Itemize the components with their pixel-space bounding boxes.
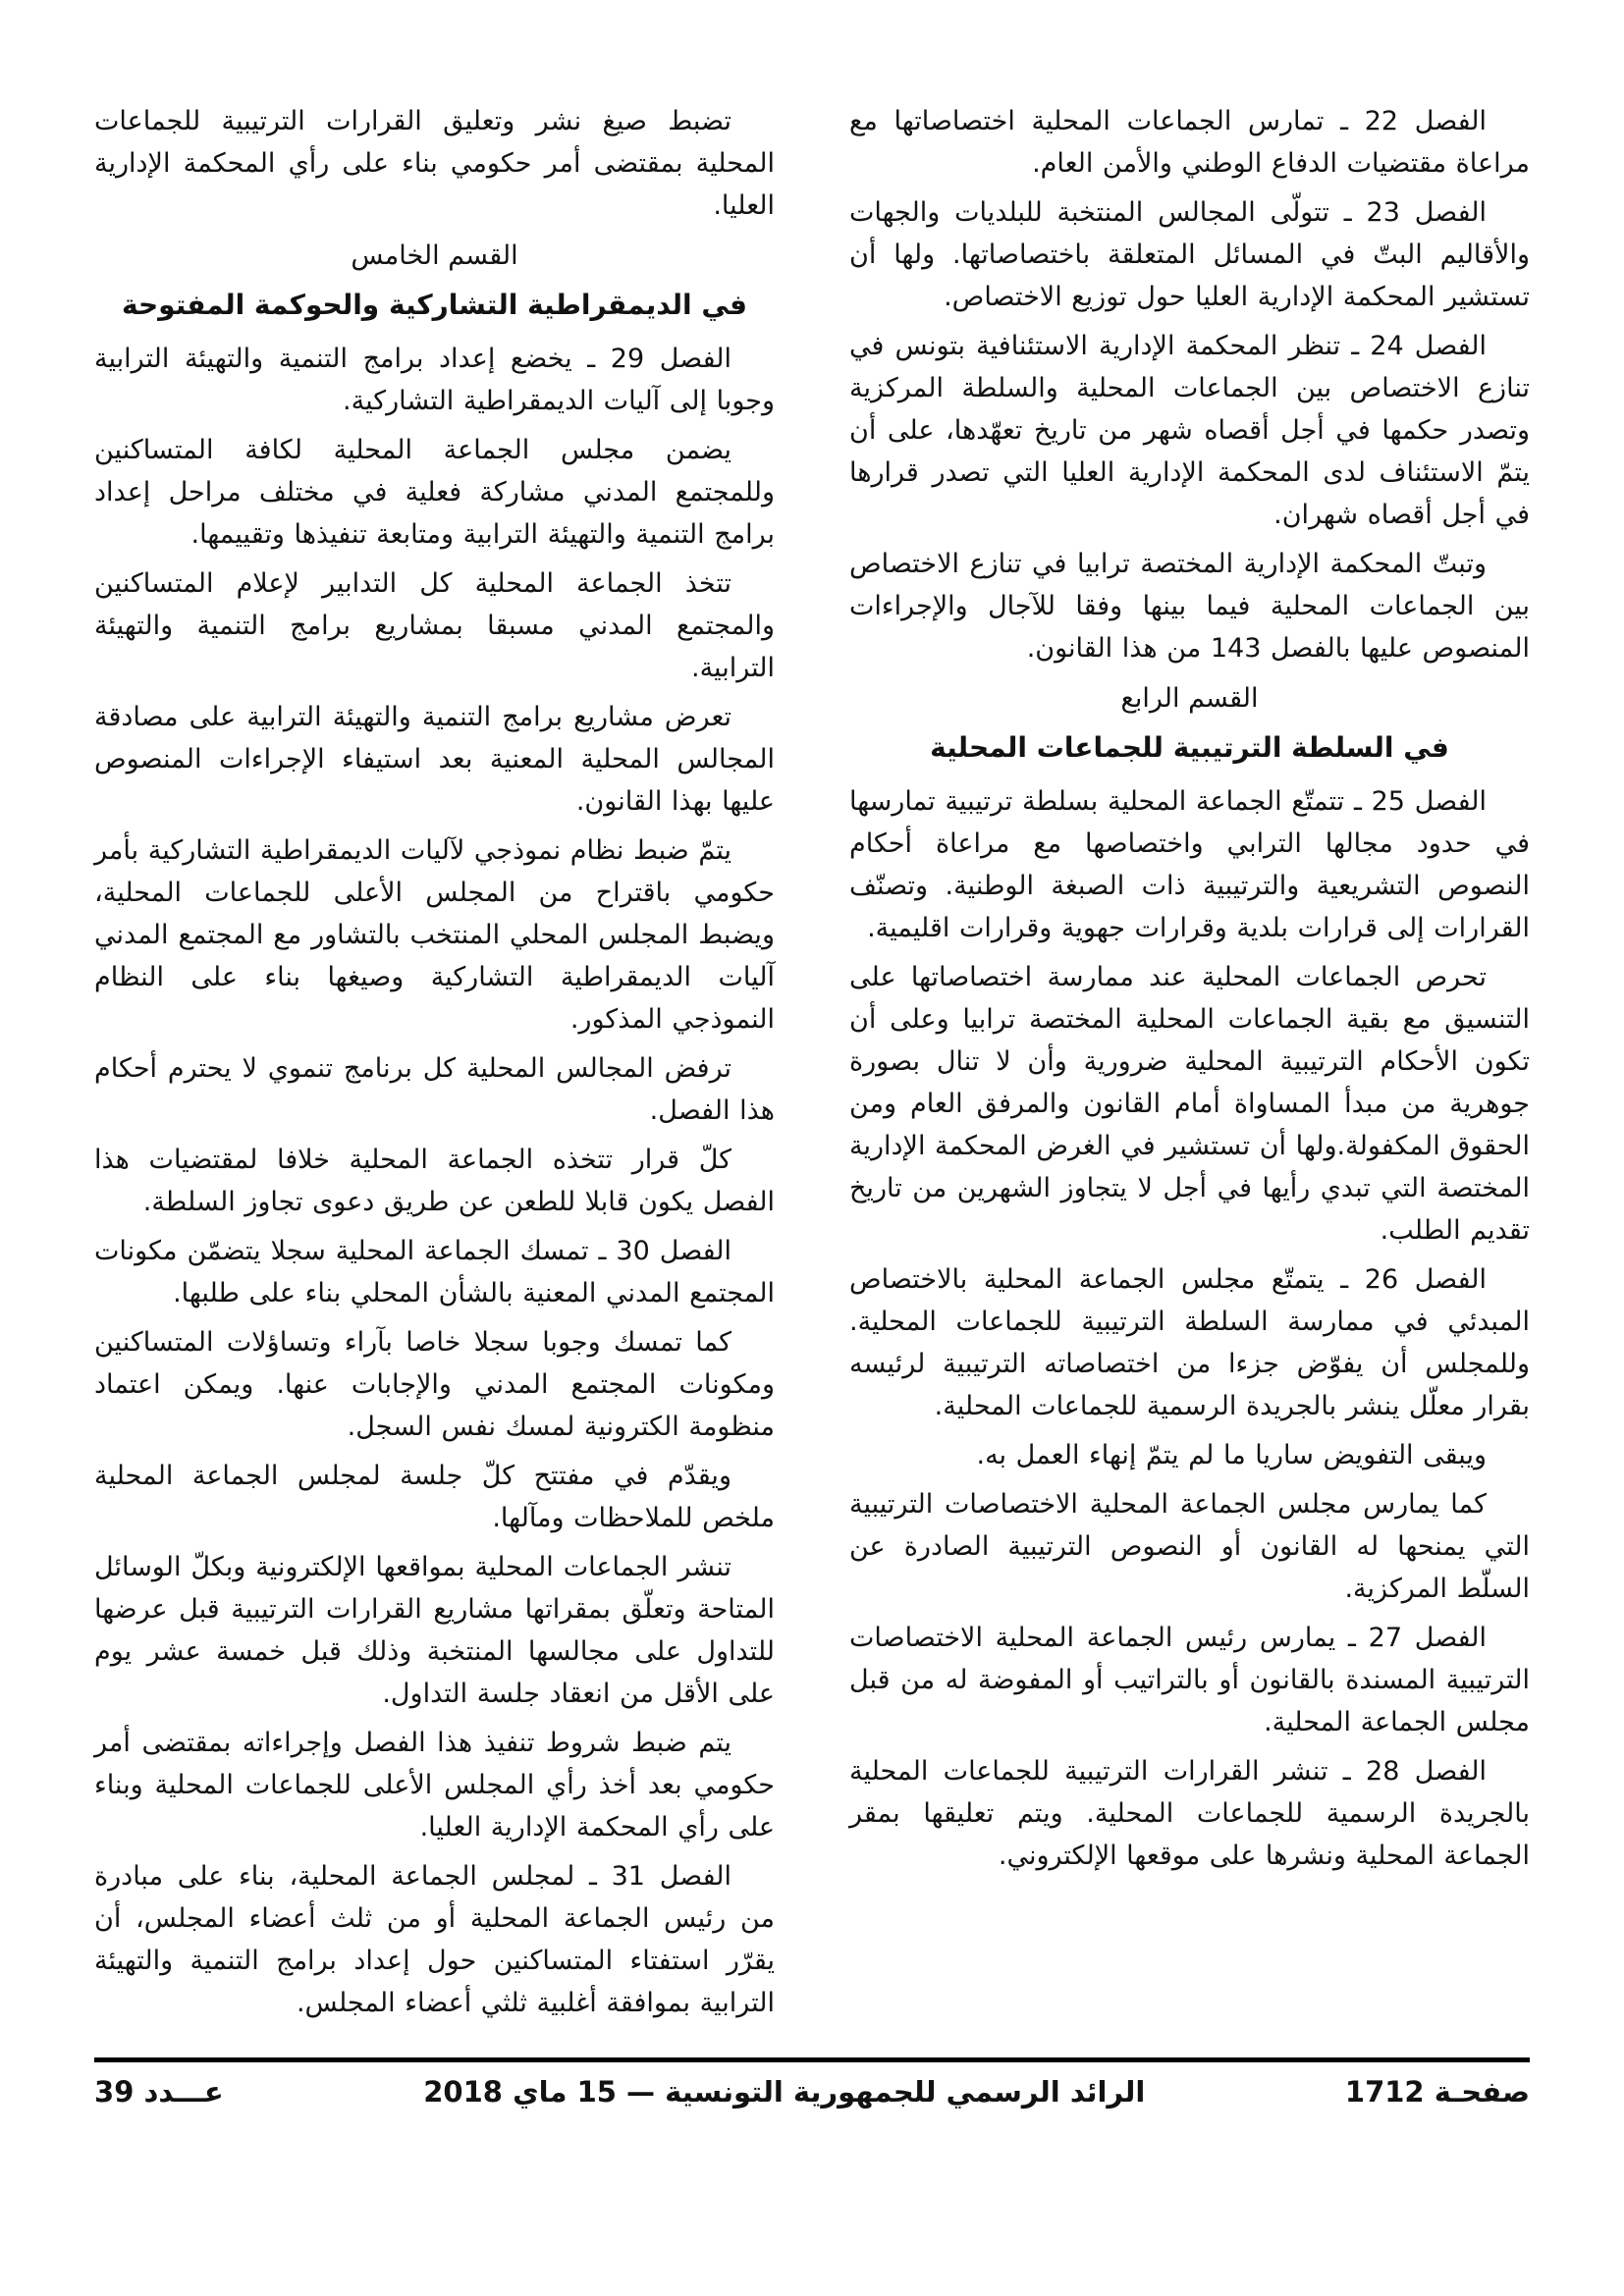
article-29-rejection-text: ترفض المجالس المحلية كل برنامج تنموي لا يحترم أحكام هذا الفصل. — [94, 1053, 775, 1126]
article-29-approval-text: تعرض مشاريع برامج التنمية والتهيئة الترابية على مصادقة المجالس المحلية المعنية بعد استيفاء الإجراءات المنصوص عليها بهذا القانون. — [94, 702, 775, 817]
article-29-appeal-text: كلّ قرار تتخذه الجماعة المحلية خلافا لمقتضيات هذا الفصل يكون قابلا للطعن عن طريق دعوى تجاوز السلطة. — [94, 1145, 775, 1217]
footer-journal-title: الرائد الرسمي للجمهورية التونسية — 15 ماي 2018 — [423, 2075, 1146, 2109]
article-26-council-powers-text: كما يمارس مجلس الجماعة المحلية الاختصاصات الترتيبية التي يمنحها له القانون أو النصوص الترتيبية الصادرة عن السلّط المركزية. — [849, 1489, 1530, 1604]
article-27-text: الفصل 27 ـ يمارس رئيس الجماعة المحلية الاختصاصات الترتيبية المسندة بالقانون أو بالتراتيب أو المفوضة له من قبل مجلس الجماعة المحلية. — [849, 1623, 1530, 1737]
article-26-text: الفصل 26 ـ يتمتّع مجلس الجماعة المحلية بالاختصاص المبدئي في ممارسة السلطة الترتيبية للجماعات المحلية. وللمجلس أن يفوّض جزءا من اختصاصاته الترتيبية لرئيسه بقرار معلّل ينشر بالجريدة الرسمية للجماعات المحلية. — [849, 1264, 1530, 1421]
article-25-continuation-text: تحرص الجماعات المحلية عند ممارسة اختصاصاتها على التنسيق مع بقية الجماعات المحلية المختصة ترابيا وعلى أن تكون الأحكام الترتيبية المحلية ضرورية وأن لا تنال بصورة جوهرية من مبدأ المساواة أمام القانون والمرفق العام ومن الحقوق المكفولة.ولها أن تستشير في الغرض المحكمة الإدارية المختصة التي تبدي رأيها في أجل لا يتجاوز الشهرين من تاريخ تقديم الطلب. — [849, 962, 1530, 1246]
article-30-publication-text: تنشر الجماعات المحلية بمواقعها الإلكترونية وبكلّ الوسائل المتاحة وتعلّق بمقراتها مشاريع القرارات الترتيبية قبل عرضها للتداول على مجالسها المنتخبة وذلك قبل خمسة عشر يوم على الأقل من انعقاد جلسة التداول. — [94, 1552, 775, 1709]
article-29-information-text: تتخذ الجماعة المحلية كل التدابير لإعلام المتساكنين والمجتمع المدني مسبقا بمشاريع برامج التنمية والتهيئة الترابية. — [94, 568, 775, 683]
article-30-register-text: كما تمسك وجوبا سجلا خاصا بآراء وتساؤلات المتساكنين ومكونات المجتمع المدني والإجابات عنها. ويمكن اعتماد منظومة الكترونية لمسك نفس السجل. — [94, 1327, 775, 1442]
page-footer — [94, 2057, 1530, 2111]
article-26-delegation-text: ويبقى التفويض ساريا ما لم يتمّ إنهاء العمل به. — [976, 1440, 1487, 1470]
article-29-model-system-text: يتمّ ضبط نظام نموذجي لآليات الديمقراطية التشاركية بأمر حكومي باقتراح من المجلس الأعلى للجماعات المحلية، ويضبط المجلس المحلي المنتخب بالتشاور مع المجتمع المدني آليات الديمقراطية التشاركية وصيغها بناء على النظام النموذجي المذكور. — [94, 835, 775, 1035]
article-30-text: الفصل 30 ـ تمسك الجماعة المحلية سجلا يتضمّن مكونات المجتمع المدني المعنية بالشأن المحلي بناء على طلبها. — [94, 1236, 775, 1308]
two-column-text-area — [94, 100, 1530, 2031]
section-4-label: القسم الرابع — [1120, 683, 1259, 714]
section-4-title: في السلطة الترتيبية للجماعات المحلية — [930, 731, 1449, 764]
column-left — [94, 100, 775, 2031]
publication-decree-text: تضبط صيغ نشر وتعليق القرارات الترتيبية للجماعات المحلية بمقتضى أمر حكومي بناء على رأي المحكمة الإدارية العليا. — [94, 106, 775, 221]
article-28-text: الفصل 28 ـ تنشر القرارات الترتيبية للجماعات المحلية بالجريدة الرسمية للجماعات المحلية. ويتم تعليقها بمقر الجماعة المحلية ونشرها على موقعها الإلكتروني. — [849, 1756, 1530, 1871]
article-22-text: الفصل 22 ـ تمارس الجماعات المحلية اختصاصاتها مع مراعاة مقتضيات الدفاع الوطني والأمن العام. — [849, 106, 1530, 179]
section-5-label: القسم الخامس — [351, 240, 518, 271]
article-23-text: الفصل 23 ـ تتولّى المجالس المنتخبة للبلديات والجهات والأقاليم البتّ في المسائل المتعلقة باختصاصاتها. ولها أن تستشير المحكمة الإدارية العليا حول توزيع الاختصاص. — [849, 197, 1530, 312]
footer-issue-number: عـــدد 39 — [94, 2075, 224, 2109]
footer-page-number: صفحـة 1712 — [1344, 2075, 1530, 2109]
column-right — [849, 100, 1530, 2031]
footer-row — [94, 2072, 1530, 2111]
article-31-text: الفصل 31 ـ لمجلس الجماعة المحلية، بناء على مبادرة من رئيس الجماعة المحلية أو من ثلث أعضاء المجلس، أن يقرّر استفتاء المتساكنين حول إعداد برامج التنمية والتهيئة الترابية بموافقة أغلبية ثلثي أعضاء المجلس. — [94, 1861, 775, 2018]
article-30-conditions-text: يتم ضبط شروط تنفيذ هذا الفصل وإجراءاته بمقتضى أمر حكومي بعد أخذ رأي المجلس الأعلى للجماعات المحلية وبناء على رأي المحكمة الإدارية العليا. — [94, 1728, 775, 1842]
section-5-title: في الديمقراطية التشاركية والحوكمة المفتوحة — [122, 289, 747, 321]
article-29-text: الفصل 29 ـ يخضع إعداد برامج التنمية والتهيئة الترابية وجوبا إلى آليات الديمقراطية التشاركية. — [94, 344, 775, 416]
article-24-continuation-text: وتبتّ المحكمة الإدارية المختصة ترابيا في تنازع الاختصاص بين الجماعات المحلية فيما بينها وفقا للآجال والإجراءات المنصوص عليها بالفصل 143 من هذا القانون. — [849, 549, 1530, 664]
article-24-text: الفصل 24 ـ تنظر المحكمة الإدارية الاستئنافية بتونس في تنازع الاختصاص بين الجماعات المحلية والسلطة المركزية وتصدر حكمها في أجل أقصاه شهر من تاريخ تعهّدها، على أن يتمّ الاستئناف لدى المحكمة الإدارية العليا التي تصدر قرارها في أجل أقصاه شهران. — [849, 331, 1530, 530]
article-29-participation-text: يضمن مجلس الجماعة المحلية لكافة المتساكنين وللمجتمع المدني مشاركة فعلية في مختلف مراحل إعداد برامج التنمية والتهيئة الترابية ومتابعة تنفيذها وتقييمها. — [94, 435, 775, 550]
article-30-summary-text: ويقدّم في مفتتح كلّ جلسة لمجلس الجماعة المحلية ملخص للملاحظات ومآلها. — [94, 1461, 775, 1533]
article-25-text: الفصل 25 ـ تتمتّع الجماعة المحلية بسلطة ترتيبية تمارسها في حدود مجالها الترابي واختصاصها مع مراعاة أحكام النصوص التشريعية والترتيبية ذات الصبغة الوطنية. وتصنّف القرارات إلى قرارات بلدية وقرارات جهوية وقرارات اقليمية. — [849, 786, 1530, 943]
footer-divider — [94, 2057, 1530, 2062]
